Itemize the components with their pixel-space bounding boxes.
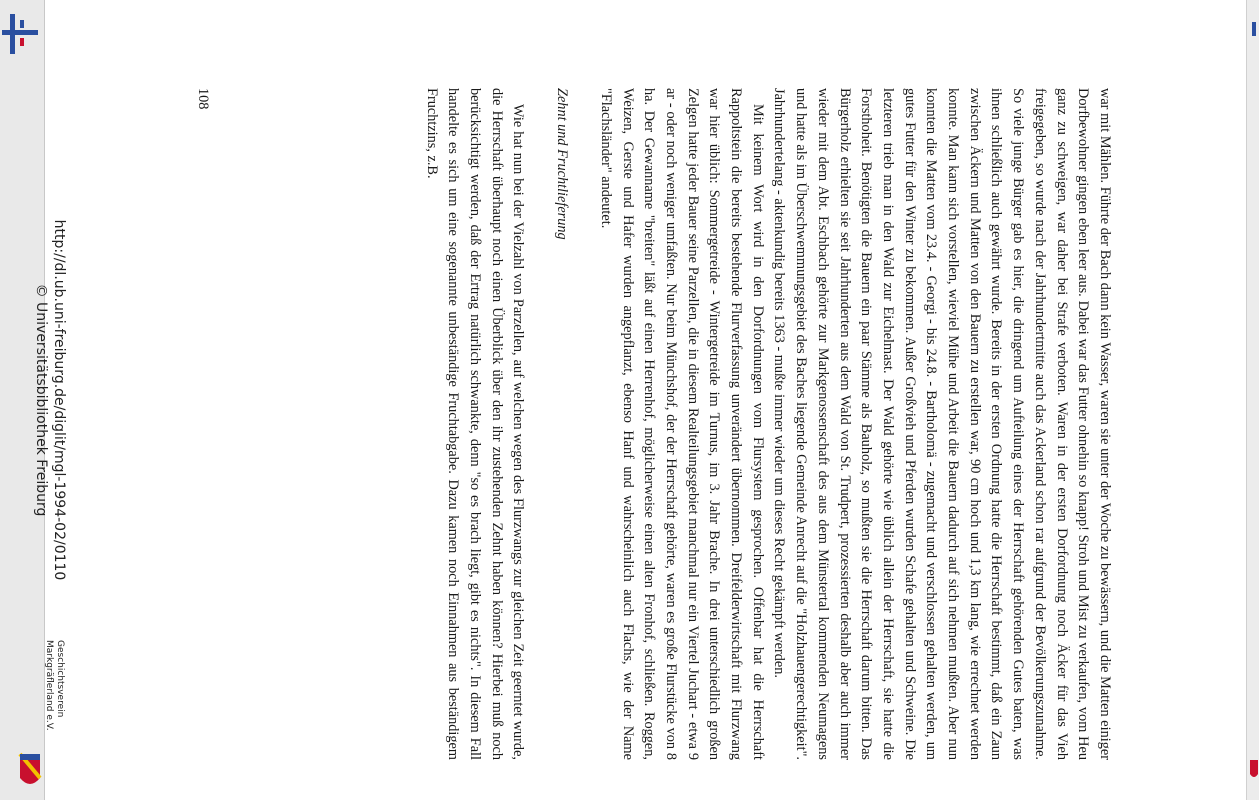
paragraph-1: war mit Mählen. Führte der Bach dann kein Wasser, waren sie unter der Woche zu bewässern, und die Matten einiger Dorfbewohner gingen eben leer aus. Dabei war das Futter ohnehin so knapp! Stroh und Mist zu verkaufen, vom Heu ganz zu schweigen, war daher bei Strafe verboten. Waren in der ersten Dorfordnung noch Äcker für das Vieh freigegeben, so wurde nach der Jahrhundertmitte auch das Ackerland schon rar aufgrund der Bevölkerungszunahme. So viele junge Bürger gab es hier, die dringend um Aufteilung eines der Herrschaft gehörenden Gutes baten, was ihnen schließlich auch gewährt wurde. Bereits in der ersten Ordnung hatte die Herrschaft bestimmt, daß ein Zaun zwischen Äckern und Matten von den Bauern zu erstellen war, 90 cm hoch und 1,3 km lang, wie errechnet werden konnte. Man kann sich vorstellen, wieviel Mühe und Arbeit die Bauern dadurch auf sich nehmen mußten. Aber nun konnten die Matten vom 23.4. - Georgi - bis 24.8. - Bartholomä - zugemacht und verschlossen gehalten werden, um gutes Futter für den Winter zu bekommen. Außer Großvieh und Pferden wurden Schafe gehalten und Schweine. Die letzteren trieb man in den Wald zur Eichelmast. Der Wald gehörte wie üblich allein der Herrschaft, sie hatte die Forsthoheit. Benötigten die Bauern ein paar Stämme als Bauholz, so mußten sie die Herrschaft darum bitten. Das Bürgerholz erhielten sie seit Jahrhunderten aus dem Wald von St. Trudpert, prozessierten deshalb aber auch immer wieder mit dem Abt. Eschbach gehörte zur Markgenossenschaft des aus dem Münstertal kommenden Neumagens und hatte als im Überschwemmungsgebiet des Baches liegende Gemeinde Anrecht auf die "Holzhauengerechtigkeit". Jahrhundertelang - aktenkundig bereits 1363 - mußte immer wieder um dieses Recht gekämpft werden.: [771, 88, 1113, 760]
permalink-url[interactable]: http://dl.ub.uni-freiburg.de/diglit/mgl-1994-02/0110: [51, 219, 67, 581]
section-heading: Zehnt und Fruchtlieferung: [554, 88, 571, 240]
publisher-line-1: Geschichtsverein: [55, 640, 65, 718]
page-body-text: [420, 88, 1115, 760]
paragraph-3: Wie hat nun bei der Vielzahl von Parzellen, auf welchen wegen des Flurzwangs zur gleichen Zeit geerntet wurde, die Herrschaft überhaupt noch einen Überblick über den ihr zustehenden Zehnt haben können? Hierbei muß noch berücksichtigt werden, daß der Ertrag natürlich schwankte, denn "so es brach liegt, gibt es nichts". In diesem Fall handelte es sich um eine sogenannte unbeständige Fruchtabgabe. Dazu kamen noch Einnahmen aus beständigem Fruchtzins, z.B.: [423, 88, 527, 760]
publisher-label: [43, 640, 65, 760]
paragraph-2: Mit keinem Wort wird in den Dorfordnungen vom Flursystem gesprochen. Offenbar hat die Herrschaft Rappoltstein die bereits bestehende Flurverfassung unverändert übernommen. Dreifelderwirtschaft mit Flurzwang war hier üblich: Sommergetreide - Wintergetreide im Turnus, im 3. Jahr Brache. In drei unterschiedlich großen Zelgen hatte jeder Bauer seine Parzellen, die in diesem Realteilungsgebiet manchmal nur ein Viertel Juchart - etwa 9 ar - oder noch weniger umfaßten. Nur beim Münchshof, der der Herrschaft gehörte, waren es große Flurstücke von 8 ha. Der Gewanname "breiten" läßt auf einen Herrenhof, möglicherweise einen alten Fronhof, schließen. Roggen, Weizen, Gerste und Hafer wurden angepflanzt, ebenso Hanf und wahrscheinlich auch Flachs, wie der Name "Flachsländer" andeutet.: [597, 88, 766, 760]
copyright-notice: © Universitätsbibliothek Freiburg: [33, 283, 49, 517]
rotated-document-page: [33, 0, 1259, 800]
page-number: 108: [195, 88, 211, 110]
publisher-line-2: Markgräflerland e.V.: [44, 640, 54, 731]
